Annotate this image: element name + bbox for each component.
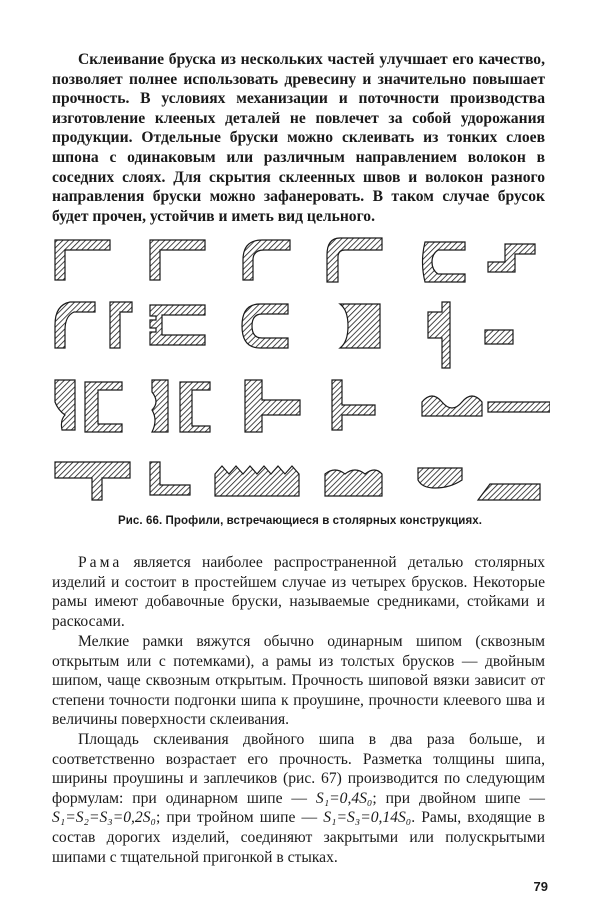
profile-20 (422, 396, 482, 416)
profile-14 (55, 380, 75, 430)
formulas-text-4: . Рамы, входящие в состав дорогих изделий, соединяют закрытыми или полускрытыми шипами с тщательной пригонкой в стыках. (52, 809, 545, 866)
term-frame: Рама (78, 554, 123, 571)
profile-13 (485, 330, 513, 344)
profile-24 (215, 466, 299, 496)
formula-single-tenon: S₁=0,4S₀ (315, 789, 373, 807)
paragraph-frame (52, 553, 545, 631)
profile-15 (85, 382, 122, 432)
profile-2 (150, 240, 205, 280)
page-number: 79 (533, 879, 548, 894)
formulas-text-3: ; при тройном шипе — (155, 809, 324, 827)
paragraph-frame-text: является наиболее распространенной деталью столярных изделий и состоит в простейшем случае из четырех брусков. Некоторые рамы имеют добавочные бруски, называемые средниками, стойками и раскосами. (52, 554, 545, 630)
profile-1 (55, 240, 110, 280)
profile-25 (325, 470, 382, 496)
profile-23 (150, 462, 190, 495)
profile-10 (242, 304, 288, 348)
profile-8 (110, 302, 132, 348)
paragraph-tenon: Мелкие рамки вяжутся обычно одинарным шипом (сквозным открытым или с потемками), а рамы из толстых брусков — двойным шипом, чаще сквозным открытым. Прочность шиповой вязки зависит от степени точности подгонки шипа к проушине, прочности клеевого шва и величины поверхности склеивания. (52, 633, 545, 729)
paragraph-formulas (52, 730, 545, 867)
formula-double-tenon: S₁=S₂=S₃=0,2S₀ (52, 809, 156, 827)
profile-19 (332, 380, 375, 430)
profile-27 (478, 484, 540, 500)
profile-21 (488, 402, 550, 412)
formulas-text-2: ; при двойном шипе — (372, 789, 545, 807)
profile-12 (428, 302, 450, 368)
profile-6 (488, 244, 535, 272)
profile-5 (423, 242, 466, 282)
profile-4 (327, 238, 382, 282)
formula-triple-tenon: S₁=S₃=0,14S₀ (323, 809, 412, 827)
profile-18 (245, 380, 300, 432)
profile-17 (180, 382, 210, 432)
profile-7 (55, 302, 95, 348)
profile-9 (150, 305, 205, 345)
formulas-text-1: Площадь склеивания двойного шипа в два раза больше, и соответственно возрастает его прочность. Разметка толщины шипа, ширины проушины и заплечиков (рис. 67) производится по следующим формулам: при одинарном шипе — (52, 731, 545, 807)
profile-16 (152, 380, 168, 432)
profile-3 (243, 240, 290, 280)
profile-22 (55, 462, 130, 500)
profile-26 (418, 468, 462, 488)
paragraph-gluing: Склеивание бруска из нескольких частей улучшает его качество, позволяет полнее использовать древесину и значительно повышает прочность. В условиях механизации и поточности производства изготовление клееных деталей не повлечет за собой удорожания продукции. Отдельные бруски можно склеивать из тонких слоев шпона с одинаковым или различным направлением волокон в соседних слоях. Для скрытия склеенных швов и волокон разного направления бруски можно зафанеровать. В таком случае брусок будет прочен, устойчив и иметь вид цельного. (52, 51, 545, 225)
figure-caption: Рис. 66. Профили, встречающиеся в столярных конструкциях. (117, 515, 483, 527)
profile-11 (340, 304, 380, 348)
profiles-figure (50, 230, 550, 510)
